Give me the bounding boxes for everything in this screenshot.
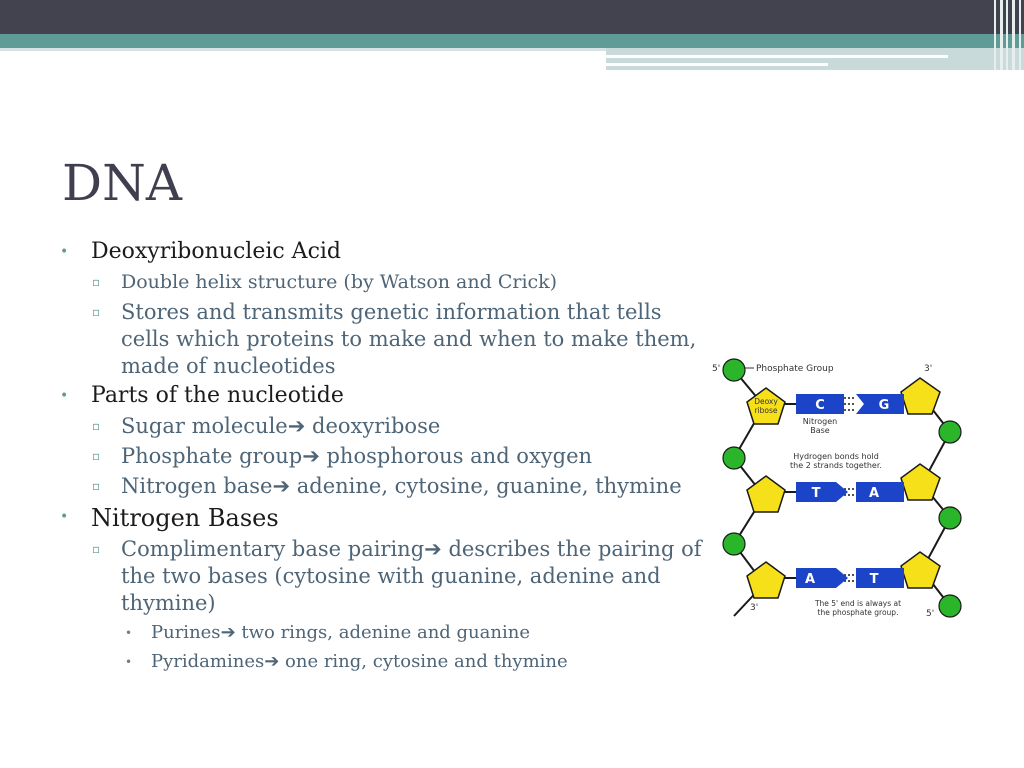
- arrow-right-icon: ➔: [264, 651, 280, 672]
- square-bullet-icon: ▫: [92, 542, 101, 556]
- base-letter: G: [878, 398, 890, 413]
- phosphate-circle: [723, 447, 745, 469]
- sub-bullet-item: [58, 413, 708, 440]
- phosphate-circle: [723, 359, 745, 381]
- sub-bullet-item: [58, 473, 708, 500]
- bullet-text: Deoxyribonucleic Acid: [91, 239, 342, 264]
- header-bar-teal: [0, 34, 1024, 48]
- sugar-pentagon: [901, 464, 940, 500]
- small-dot-bullet-icon: •: [125, 626, 133, 640]
- bullet-text: Complimentary base pairing➔ describes the pairing of the two bases (cytosine with guanine, adenine and thymine): [121, 537, 702, 615]
- bullet-text: Nitrogen base➔ adenine, cytosine, guanine, thymine: [121, 474, 682, 498]
- bullet-dot-icon: •: [60, 388, 69, 404]
- base-letter: A: [868, 486, 880, 501]
- label-deoxyribose: Deoxy: [754, 397, 778, 406]
- label-5prime-end: The 5' end is always at: [814, 599, 902, 608]
- base-block: [836, 482, 848, 502]
- sub-sub-bullet-item: [58, 620, 708, 646]
- bullet-text: Double helix structure (by Watson and Crick): [121, 271, 558, 293]
- label-hydrogen-bonds: Hydrogen bonds hold: [793, 452, 879, 461]
- bullet-item: [58, 503, 708, 533]
- sub-bullet-item: [58, 536, 708, 617]
- label-nitrogen-base: Base: [810, 426, 830, 435]
- base-letter: C: [815, 398, 825, 413]
- sub-bullet-item: [58, 443, 708, 470]
- square-bullet-icon: ▫: [92, 275, 101, 289]
- dna-structure-diagram: [706, 356, 978, 622]
- bullet-text: Stores and transmits genetic information that tells cells which proteins to make and when to make them, made of nucleotides: [121, 300, 697, 378]
- phosphate-circle: [939, 595, 961, 617]
- header-right-line: [606, 55, 948, 58]
- label-hydrogen-bonds: the 2 strands together.: [790, 461, 882, 470]
- bullet-text: Purines➔ two rings, adenine and guanine: [151, 622, 530, 643]
- header-right-strip: [606, 48, 1024, 70]
- arrow-right-icon: ➔: [272, 474, 291, 498]
- bullet-dot-icon: •: [60, 509, 69, 525]
- square-bullet-icon: ▫: [92, 305, 101, 319]
- bullet-text: Parts of the nucleotide: [91, 383, 344, 408]
- slide-title: DNA: [62, 154, 182, 212]
- label-3prime: 3': [750, 603, 759, 613]
- small-dot-bullet-icon: •: [125, 655, 133, 669]
- label-5prime-end: the phosphate group.: [817, 608, 899, 617]
- base-block: [856, 482, 904, 502]
- base-block: [836, 568, 848, 588]
- base-block: [856, 568, 904, 588]
- phosphate-circle: [939, 421, 961, 443]
- arrow-right-icon: ➔: [220, 622, 236, 643]
- header-right-line: [606, 63, 828, 66]
- label-nitrogen-base: Nitrogen: [802, 417, 838, 426]
- header-bar-dark: [0, 0, 1024, 34]
- arrow-right-icon: ➔: [302, 444, 320, 468]
- base-letter: T: [811, 486, 821, 501]
- sub-bullet-item: [58, 299, 708, 380]
- header-vertical-stripes: [992, 0, 1024, 70]
- square-bullet-icon: ▫: [92, 419, 101, 433]
- bullet-text: Phosphate group➔ phosphorous and oxygen: [121, 444, 593, 468]
- square-bullet-icon: ▫: [92, 479, 101, 493]
- square-bullet-icon: ▫: [92, 449, 101, 463]
- base-letter: A: [804, 572, 816, 587]
- bullet-list: [58, 236, 708, 675]
- base-letter: T: [869, 572, 879, 587]
- sugar-pentagon: [901, 552, 940, 588]
- bullet-text: Pyridamines➔ one ring, cytosine and thymine: [151, 651, 568, 672]
- bullet-text: Sugar molecule➔ deoxyribose: [121, 414, 441, 438]
- sub-sub-bullet-item: [58, 649, 708, 675]
- label-5prime: 5': [926, 609, 935, 619]
- label-5prime: 5': [712, 364, 721, 374]
- phosphate-circle: [939, 507, 961, 529]
- label-3prime: 3': [924, 364, 933, 374]
- sub-bullet-item: [58, 269, 708, 296]
- arrow-right-icon: ➔: [424, 537, 442, 561]
- label-phosphate-group: Phosphate Group: [756, 364, 834, 374]
- label-deoxyribose: ribose: [754, 406, 778, 415]
- base-block: [796, 568, 836, 588]
- sugar-pentagon: [901, 378, 940, 414]
- arrow-right-icon: ➔: [287, 414, 306, 438]
- bullet-item: [58, 238, 708, 266]
- phosphate-circle: [723, 533, 745, 555]
- bullet-text: Nitrogen Bases: [91, 504, 279, 532]
- bullet-dot-icon: •: [60, 244, 69, 260]
- bullet-item: [58, 382, 708, 410]
